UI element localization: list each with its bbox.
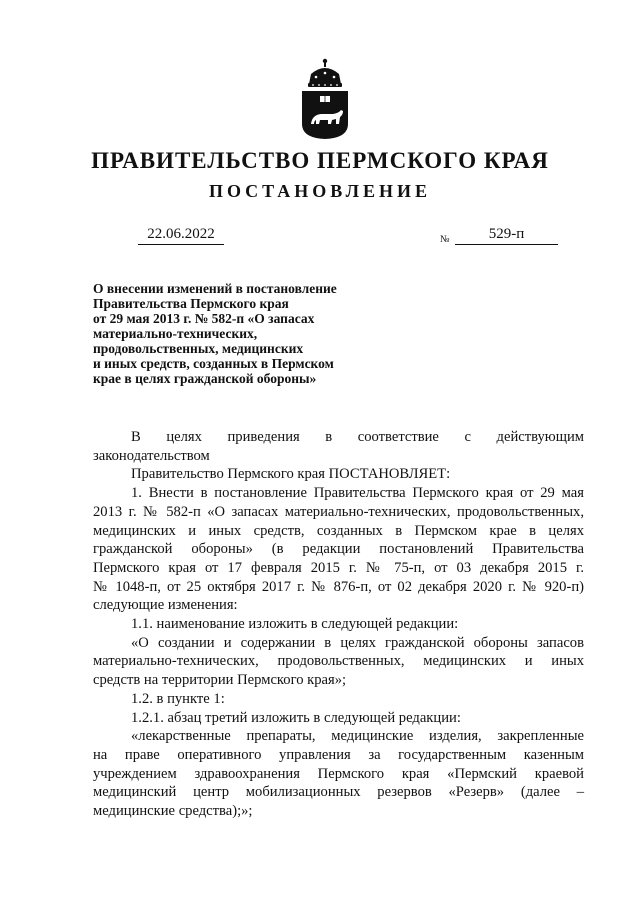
subject-line: продовольственных, медицинских bbox=[93, 341, 304, 356]
subject-line: материально-технических, bbox=[93, 326, 258, 341]
body-line: медицинские средства);»; bbox=[93, 803, 253, 820]
document-type: ПОСТАНОВЛЕНИЕ bbox=[208, 181, 432, 201]
government-title: ПРАВИТЕЛЬСТВО ПЕРМСКОГО КРАЯ bbox=[91, 148, 549, 173]
body-line: 1.1. наименование изложить в следующей редакции: bbox=[131, 616, 459, 633]
body-line: 2013 г. № 582-п «О запасах материально-технических, продовольственных, bbox=[93, 503, 584, 520]
subject-line: крае в целях гражданской обороны» bbox=[93, 371, 317, 386]
body-line: «лекарственные препараты, медицинские изделия, закрепленные bbox=[131, 728, 584, 745]
body-line: Правительство Пермского края ПОСТАНОВЛЯЕТ: bbox=[131, 466, 451, 483]
body-line: материально-технических, продовольственных, медицинских и иных bbox=[93, 653, 584, 670]
body-line: 1.2. в пункте 1: bbox=[131, 690, 225, 707]
body-line: В целях приведения в соответствие с действующим bbox=[131, 429, 584, 445]
body-line: 1.2.1. абзац третий изложить в следующей редакции: bbox=[131, 709, 461, 726]
subject-line: и иных средств, созданных в Пермском bbox=[93, 356, 334, 371]
body-line: учреждением здравоохранения Пермского края «Пермский краевой bbox=[93, 765, 584, 782]
body-line: медицинский центр мобилизационных резервов «Резерв» (далее – bbox=[93, 784, 584, 801]
body-line: гражданской обороны» (в редакции постановлений Правительства bbox=[93, 541, 584, 558]
body-line: следующие изменения: bbox=[93, 597, 238, 614]
body-line: 1. Внести в постановление Правительства Пермского края от 29 мая bbox=[131, 485, 584, 502]
body-line: «О создании и содержании в целях гражданской обороны запасов bbox=[131, 634, 584, 651]
document-body bbox=[93, 428, 584, 821]
number-label: № bbox=[440, 234, 450, 245]
body-line: Пермского края от 17 февраля 2015 г. № 75-п, от 03 декабря 2015 г. bbox=[93, 559, 584, 576]
body-line: медицинских и иных средств, созданных в Пермском крае в целях bbox=[93, 522, 584, 539]
body-line: средств на территории Пермского края»; bbox=[93, 672, 347, 689]
subject-line: от 29 мая 2013 г. № 582-п «О запасах bbox=[93, 311, 315, 326]
document-date: 22.06.2022 bbox=[138, 226, 224, 245]
subject-line: О внесении изменений в постановление bbox=[93, 281, 337, 296]
body-line: законодательством bbox=[93, 447, 210, 464]
document-number: 529-п bbox=[455, 226, 558, 245]
perm-krai-coat-of-arms-icon bbox=[299, 58, 351, 140]
body-line: на праве оперативного управления за государственным казенным bbox=[93, 746, 584, 763]
subject-line: Правительства Пермского края bbox=[93, 296, 289, 311]
document-subject bbox=[93, 281, 383, 386]
body-line: № 1048-п, от 25 октября 2017 г. № 876-п, от 02 декабря 2020 г. № 920-п) bbox=[93, 578, 584, 595]
